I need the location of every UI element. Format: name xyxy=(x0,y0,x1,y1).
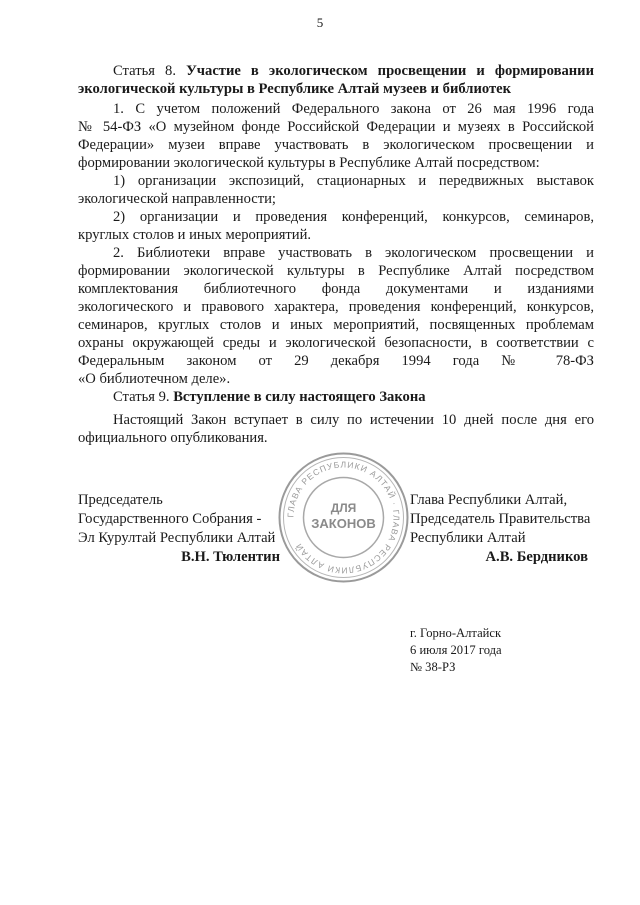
seal-ring-text: ГЛАВА РЕСПУБЛИКИ АЛТАЙ · ГЛАВА РЕСПУБЛИКИ АЛТАЙ xyxy=(285,459,402,576)
article9-text-line: официального опубликования. xyxy=(78,430,268,446)
left-signatory-title-line: Государственного Собрания - xyxy=(78,511,262,527)
article8-heading-line1 xyxy=(113,62,594,80)
article9-title: Вступление в силу настоящего Закона xyxy=(173,389,426,405)
article8-p2-line: Федеральным законом от 29 декабря 1994 года № 78-ФЗ xyxy=(78,353,594,369)
article8-title-line2: экологической культуры в Республике Алтай музеев и библиотек xyxy=(78,81,512,97)
article8-p2-line: «О библиотечном деле». xyxy=(78,371,231,387)
article8-p1-line: 1. С учетом положений Федерального закона от 26 мая 1996 года xyxy=(113,101,594,117)
article8-p1-line: Федерации» музеи вправе участвовать в экологическом просвещении и xyxy=(78,137,594,153)
article8-p2-line: формировании экологической культуры в Республике Алтай посредством xyxy=(78,263,594,279)
article8-item2-line: 2) организации и проведения конференций, конкурсов, семинаров, xyxy=(113,209,594,225)
right-signatory-name: А.В. Бердников xyxy=(485,549,588,565)
article9-text-line: Настоящий Закон вступает в силу по истечении 10 дней после дня его xyxy=(113,412,594,428)
right-signatory-title-line: Республики Алтай xyxy=(410,530,526,546)
article8-p2-line: семинаров, круглых столов и иных мероприятий, посвященных проблемам xyxy=(78,317,594,333)
left-signatory-title-line: Эл Курултай Республики Алтай xyxy=(78,530,276,546)
article8-item1-line: 1) организации экспозиций, стационарных и передвижных выставок xyxy=(113,173,594,189)
footer-city: г. Горно-Алтайск xyxy=(410,626,502,640)
article8-p1-line: № 54-ФЗ «О музейном фонде Российской Федерации и музеях в Российской xyxy=(78,119,594,135)
article8-prefix: Статья 8. xyxy=(113,63,176,79)
seal-text-line1: ДЛЯ xyxy=(330,501,357,515)
official-seal xyxy=(276,450,411,585)
article8-title-line1: Участие в экологическом просвещении и формировании xyxy=(186,63,595,79)
right-signatory-title-line: Глава Республики Алтай, xyxy=(410,492,568,508)
article8-p2-line: 2. Библиотеки вправе участвовать в экологическом просвещении и xyxy=(113,245,594,261)
right-signatory-title-line: Председатель Правительства xyxy=(410,511,591,527)
article8-p2-line: комплектования библиотечного фонда документами и изданиями xyxy=(78,281,594,297)
article8-p2-line: охраны окружающей среды и экологической безопасности, в соответствии с xyxy=(78,335,594,351)
article9-heading xyxy=(113,388,426,406)
article8-item2-line: круглых столов и иных мероприятий. xyxy=(78,227,312,243)
footer-date: 6 июля 2017 года xyxy=(410,643,502,657)
article8-heading-line2 xyxy=(78,80,511,98)
footer-number: № 38-РЗ xyxy=(410,660,456,674)
article9-prefix: Статья 9. xyxy=(113,389,170,405)
seal-text-line2: ЗАКОНОВ xyxy=(311,516,376,531)
article8-p1-line: формировании экологической культуры в Республике Алтай посредством: xyxy=(78,155,540,171)
page-number: 5 xyxy=(316,15,324,30)
left-signatory-title-line: Председатель xyxy=(78,492,163,508)
article8-item1-line: экологической направленности; xyxy=(78,191,276,207)
left-signatory-name: В.Н. Тюлентин xyxy=(181,549,280,565)
article8-p2-line: экологического и правового характера, проведения конференций, конкурсов, xyxy=(78,299,594,315)
